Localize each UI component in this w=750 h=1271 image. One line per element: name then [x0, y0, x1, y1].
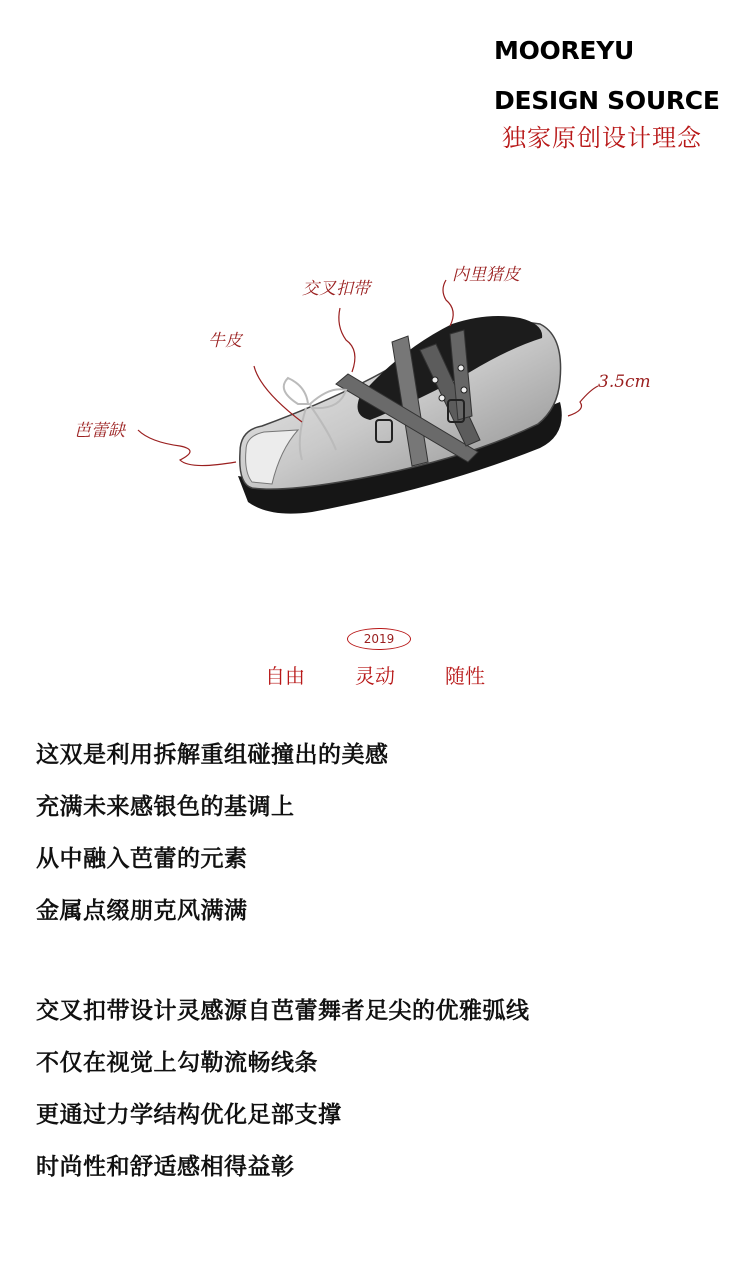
- keyword-tags: [0, 660, 750, 689]
- description-paragraph-2: [36, 996, 530, 1204]
- annotation-heel-height: 3.5cm: [598, 372, 651, 392]
- paragraph-line: 从中融入芭蕾的元素: [36, 846, 248, 872]
- paragraph-line: 时尚性和舒适感相得益彰: [36, 1154, 295, 1180]
- paragraph-line: 交叉扣带设计灵感源自芭蕾舞者足尖的优雅弧线: [36, 998, 530, 1024]
- shoe-sketch: [40, 240, 720, 540]
- brand-tagline: DESIGN SOURCE: [494, 86, 720, 115]
- brand-subtitle-cn: 独家原创设计理念: [502, 124, 702, 152]
- annotation-lining: 内里猪皮: [452, 265, 520, 285]
- paragraph-line: 充满未来感银色的基调上: [36, 794, 295, 820]
- paragraph-line: 更通过力学结构优化足部支撑: [36, 1102, 342, 1128]
- annotation-leather: 牛皮: [208, 331, 242, 351]
- tag-agile: 灵动: [355, 664, 395, 688]
- paragraph-line: 不仅在视觉上勾勒流畅线条: [36, 1050, 318, 1076]
- annotation-ballet: 芭蕾缺: [74, 421, 125, 441]
- tag-freedom: 自由: [265, 664, 305, 688]
- brand-name: MOOREYU: [494, 36, 635, 65]
- year-badge: 2019: [347, 628, 411, 650]
- paragraph-line: 这双是利用拆解重组碰撞出的美感: [36, 742, 389, 768]
- annotation-cross-strap: 交叉扣带: [302, 279, 370, 299]
- tag-casual: 随性: [445, 664, 485, 688]
- paragraph-line: 金属点缀朋克风满满: [36, 898, 248, 924]
- description-paragraph-1: [36, 740, 389, 948]
